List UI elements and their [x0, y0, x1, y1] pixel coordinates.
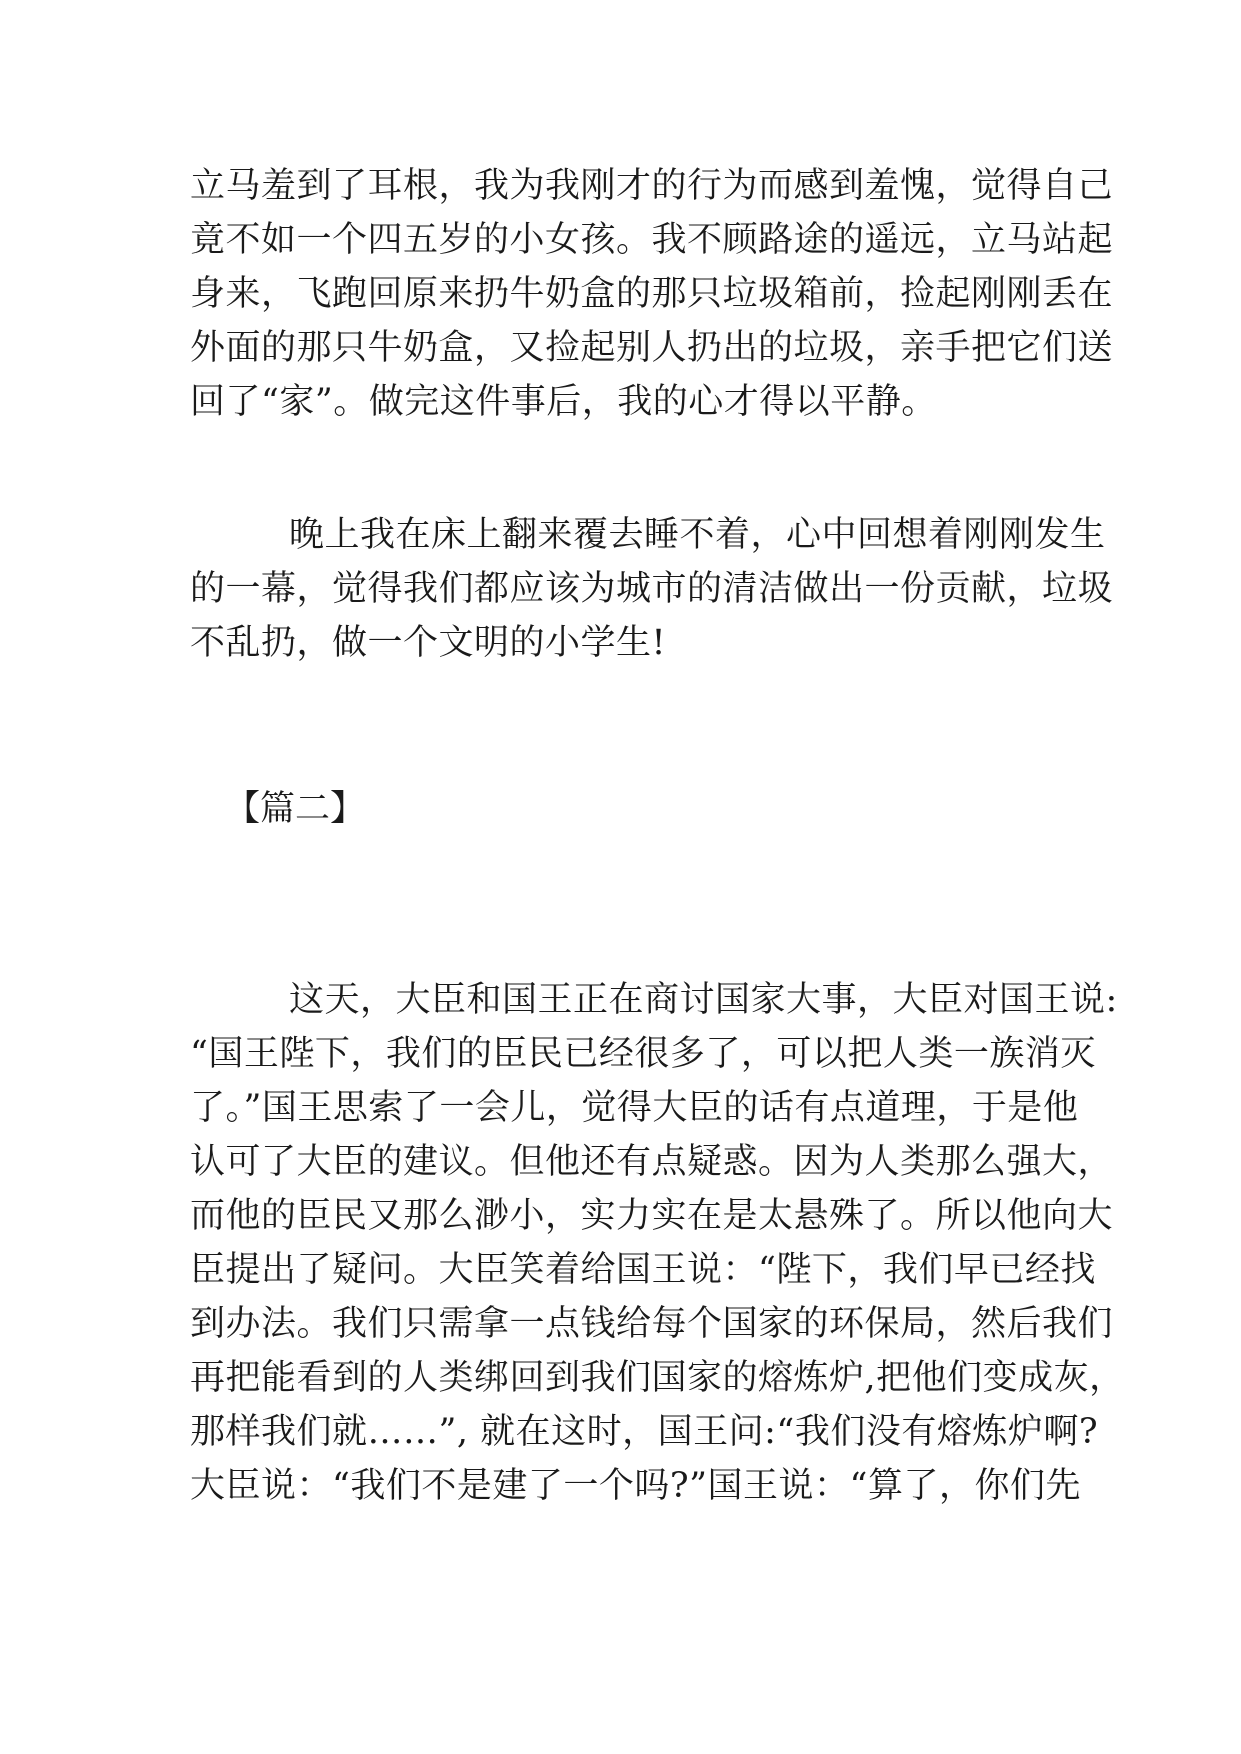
paragraph-2-line-2: 的一幕，觉得我们都应该为城市的清洁做出一份贡献，垃圾: [190, 569, 1114, 609]
paragraph-3-line-2: “国王陛下，我们的臣民已经很多了，可以把人类一族消灭: [190, 1034, 1096, 1074]
paragraph-1-line-5: 回了“家”。做完这件事后，我的心才得以平静。: [190, 382, 937, 422]
paragraph-3-line-3: 了。”国王思索了一会儿，觉得大臣的话有点道理，于是他: [190, 1088, 1079, 1128]
paragraph-1-line-4: 外面的那只牛奶盒，又捡起别人扔出的垃圾，亲手把它们送: [190, 328, 1114, 368]
paragraph-3-line-5: 而他的臣民又那么渺小，实力实在是太悬殊了。所以他向大: [190, 1196, 1114, 1236]
section-heading: 【篇二】: [225, 789, 366, 829]
paragraph-1-line-3: 身来，飞跑回原来扔牛奶盒的那只垃圾箱前，捡起刚刚丢在: [190, 274, 1114, 314]
paragraph-3-line-4: 认可了大臣的建议。但他还有点疑惑。因为人类那么强大，: [190, 1142, 1114, 1182]
paragraph-1-line-2: 竟不如一个四五岁的小女孩。我不顾路途的遥远，立马站起: [190, 220, 1114, 260]
paragraph-3-line-1: 这天，大臣和国王正在商讨国家大事，大臣对国王说:: [289, 980, 1118, 1020]
paragraph-3-line-9: 那样我们就……”, 就在这时，国王问:“我们没有熔炼炉啊?: [190, 1412, 1099, 1452]
paragraph-1-line-1: 立马羞到了耳根，我为我刚才的行为而感到羞愧，觉得自己: [190, 166, 1114, 206]
paragraph-3-line-7: 到办法。我们只需拿一点钱给每个国家的环保局，然后我们: [190, 1304, 1114, 1344]
paragraph-2-line-3: 不乱扔，做一个文明的小学生!: [190, 623, 667, 663]
paragraph-2-line-1: 晚上我在床上翻来覆去睡不着，心中回想着刚刚发生: [289, 515, 1106, 555]
paragraph-3-line-6: 臣提出了疑问。大臣笑着给国王说：“陛下，我们早已经找: [190, 1250, 1096, 1290]
paragraph-3-line-8: 再把能看到的人类绑回到我们国家的熔炼炉,把他们变成灰，: [190, 1358, 1125, 1398]
paragraph-3-line-10: 大臣说：“我们不是建了一个吗?”国王说：“算了，你们先: [190, 1466, 1081, 1506]
